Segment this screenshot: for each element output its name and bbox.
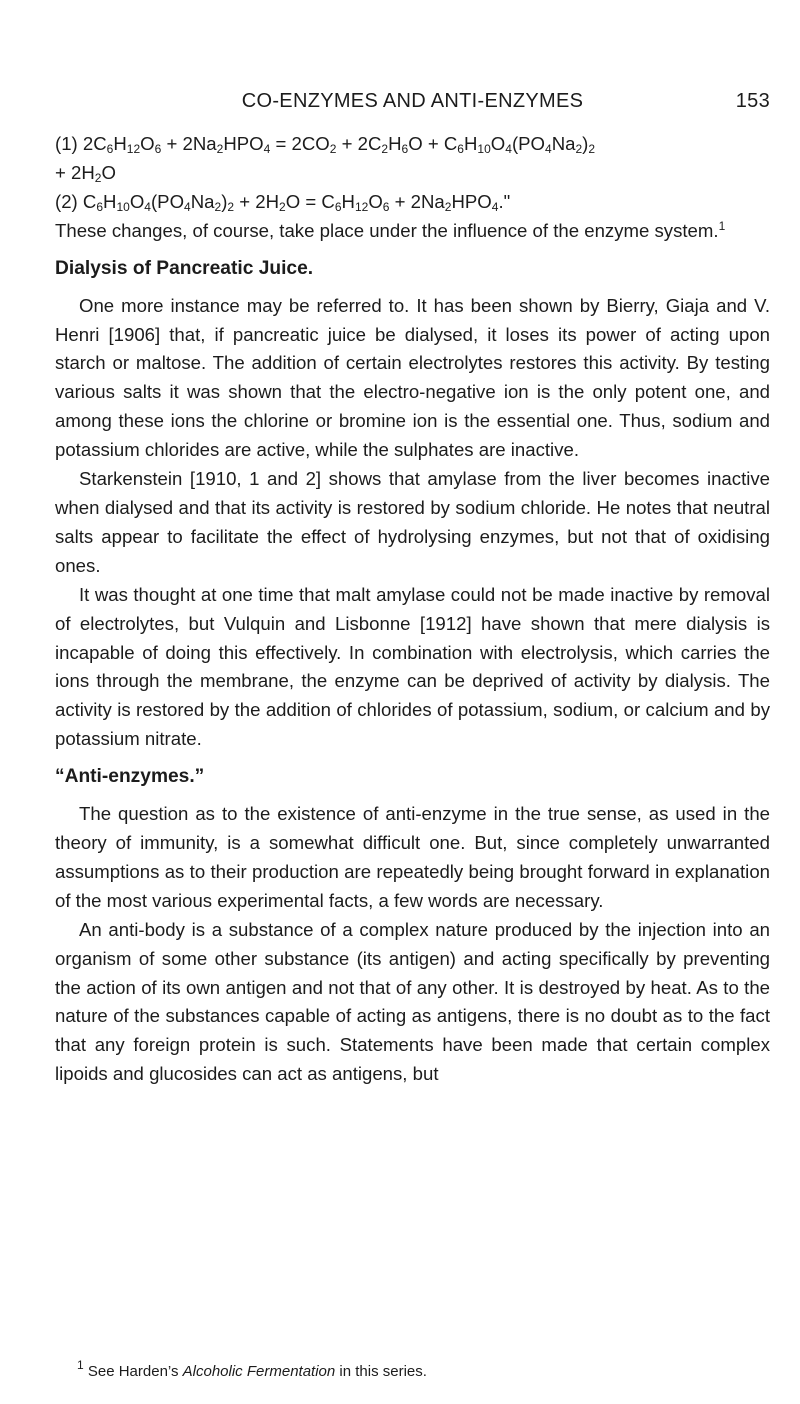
equation-1: (1) $2C_6H_{12}O_6 + 2Na_2HPO_4 = 2CO_2 + 2C_2H_6O + C_6H_{10}O_4(PO_4Na_2)_2$ <box>55 133 596 156</box>
paragraph-dialysis-3: It was thought at one time that malt amylase could not be made inactive by removal of electrolytes, but Vulquin and Lisbonne [1912] have shown that mere dialysis is incapable of doing this effectively. In combination with electrolysis, which carries the ions through the membrane, the enzyme can be deprived of activity by dialysis. The activity is restored by the addition of chlorides of potassium, sodium, or calcium and by potassium nitrate. <box>55 583 770 750</box>
page-number: 153 <box>735 90 770 112</box>
equation-2: (2) $C_6H_{10}O_4(PO_4Na_2)_2 + 2H_2O = C_6H_{12}O_6 + 2Na_2HPO_4$." <box>55 190 511 214</box>
paragraph-anti-1: The question as to the existence of anti-enzyme in the true sense, as used in the theory of immunity, is a somewhat difficult one. But, since completely unwarranted assumptions as to their production are repeatedly being brought forward in explanation of the most various experimental facts, a few words are necessary. <box>55 803 770 911</box>
footnote: $^1$ See Harden’s Alcoholic Fermentation in this series. <box>77 1358 427 1380</box>
paragraph-dialysis-2: Starkenstein [1910, 1 and 2] shows that amylase from the liver becomes inactive when dialysed and that its activity is restored by sodium chloride. He notes that neutral salts appear to facilitate the effect of hydrolysing enzymes, but not that of oxidising ones. <box>55 468 770 576</box>
section-heading-anti-enzymes: “Anti-enzymes.” <box>55 766 205 788</box>
footnote-reference: 1 <box>718 218 726 233</box>
body-text <box>55 130 770 1089</box>
equation-1-continued: + $2H_2O$ <box>55 161 116 185</box>
footnote-marker: 1 <box>77 1358 84 1372</box>
footnote-book-title: Alcoholic Fermentation <box>182 1363 336 1380</box>
page-header <box>55 90 770 120</box>
running-title: CO-ENZYMES AND ANTI-ENZYMES <box>241 90 584 112</box>
paragraph-changes: These changes, of course, take place under the influence of the enzyme system.$^1$ <box>55 218 726 241</box>
section-heading-dialysis: Dialysis of Pancreatic Juice. <box>55 257 314 279</box>
paragraph-dialysis-1: One more instance may be referred to. It has been shown by Bierry, Giaja and V. Henri [1906] that, if pancreatic juice be dialysed, it loses its power of acting upon starch or maltose. The addition of certain electrolytes restores this activity. By testing various salts it was shown that the electro-negative ion is the only potent one, and among these ions the chlorine or bromine ion is the essential one. Thus, sodium and potassium chlorides are active, while the sulphates are inactive. <box>55 294 770 461</box>
paragraph-anti-2: An anti-body is a substance of a complex nature produced by the injection into an organism of some other substance (its antigen) and acting specifically by preventing the action of its own antigen and not that of any other. It is destroyed by heat. As to the nature of the substances capable of acting as antigens, there is no doubt as to the fact that any foreign protein is such. Statements have been made that certain complex lipoids and glucosides can act as antigens, but <box>55 918 770 1085</box>
